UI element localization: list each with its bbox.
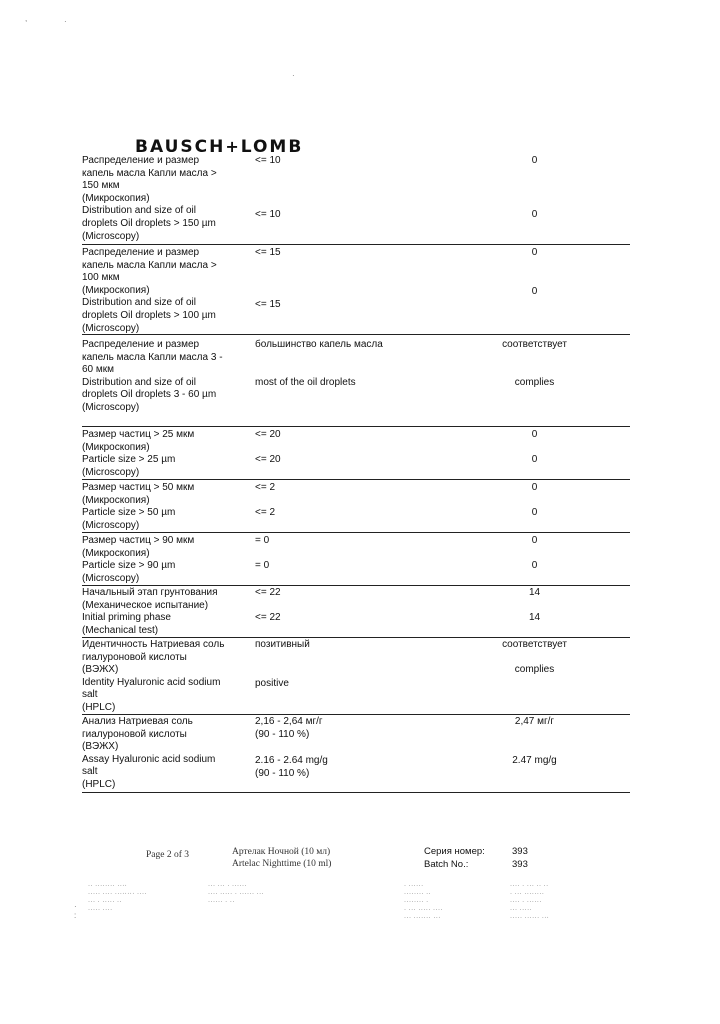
spec-row-oil-3-60 [82, 336, 630, 427]
specification: <= 20 [255, 454, 281, 465]
specification: <= 10 [255, 155, 281, 166]
company-info-texture: ·· ········ ···· ····· ···· ········ ···· ··· · ····· ·· ····· ···· [88, 883, 147, 913]
scan-speck: , [25, 14, 28, 23]
scan-speck: · [292, 71, 295, 80]
result: 0 [531, 286, 538, 297]
scan-speck: · : [74, 902, 77, 920]
test-name: Начальный этап грунтования (Механическое испытание) Initial priming phase (Mechanical test) [82, 587, 218, 636]
scan-speck: · [64, 17, 67, 26]
brand-plus-sign: + [225, 137, 241, 156]
spec-row-particle-25 [82, 428, 630, 480]
result: 0 [531, 535, 538, 546]
result: 0 [531, 507, 538, 518]
test-name: Идентичность Натриевая соль гиалуроновой кислоты (ВЭЖХ) Identity Hyaluronic acid sodium salt (HPLC) [82, 639, 225, 713]
specification: 2.16 - 2.64 mg/g (90 - 110 %) [255, 755, 328, 779]
test-name: Размер частиц > 90 мкм (Микроскопия) Particle size > 90 µm (Microscopy) [82, 535, 195, 584]
spec-row-oil-150 [82, 154, 630, 245]
test-name: Анализ Натриевая соль гиалуроновой кислоты (ВЭЖХ) Assay Hyaluronic acid sodium salt (HPLC) [82, 716, 216, 790]
product-name-en: Artelac Nighttime (10 ml) [232, 859, 332, 869]
result: 14 [528, 587, 541, 598]
result: 0 [531, 429, 538, 440]
registry-info-texture: ···· · ··· ·· ·· · ··· ········ ···· · ······ ··· ····· ····· ······ ··· [510, 883, 550, 921]
result: 14 [528, 612, 541, 623]
serial-label: Серия номер: [424, 846, 485, 857]
specification: большинство капель масла [255, 339, 383, 350]
specification: = 0 [255, 535, 270, 546]
contact-info-texture: ··· ··· · ······ ···· ····· · ······ ··· ······ · ·· [208, 883, 265, 905]
serial-value: 393 [512, 846, 528, 857]
specification: = 0 [255, 560, 270, 571]
batch-value: 393 [512, 859, 528, 870]
test-name: Распределение и размер капель масла Капли масла > 150 мкм (Микроскопия) Distribution and size of oil droplets Oil droplets > 150 µm (Microscopy) [82, 155, 217, 242]
test-name: Размер частиц > 25 мкм (Микроскопия) Particle size > 25 µm (Microscopy) [82, 429, 195, 478]
test-name: Распределение и размер капель масла Капли масла > 100 мкм (Микроскопия) Distribution and size of oil droplets Oil droplets > 100 µm (Microscopy) [82, 247, 217, 334]
spec-row-oil-100 [82, 246, 630, 335]
spec-row-particle-50 [82, 481, 630, 533]
result: соответствует [502, 339, 567, 350]
result: 0 [531, 482, 538, 493]
spec-row-identity [82, 639, 630, 715]
result: соответствует [502, 639, 567, 650]
specification: <= 22 [255, 587, 281, 598]
address-info-texture: · ······ ········ ·· ········ · · ··· ····· ···· ··· ······· ··· [404, 883, 443, 921]
spec-row-assay [82, 716, 630, 793]
result: 0 [531, 209, 538, 220]
spec-row-particle-90 [82, 534, 630, 586]
result: 0 [531, 247, 538, 258]
result: 0 [531, 155, 538, 166]
result: complies [514, 664, 555, 675]
specification: <= 15 [255, 299, 281, 310]
specification: <= 2 [255, 482, 276, 493]
specification: <= 15 [255, 247, 281, 258]
brand-name-part1: BAUSCH [135, 137, 226, 157]
spec-row-priming [82, 587, 630, 638]
specification: positive [255, 678, 289, 689]
specification: 2,16 - 2,64 мг/г (90 - 110 %) [255, 716, 323, 740]
result: 0 [531, 454, 538, 465]
test-name: Размер частиц > 50 мкм (Микроскопия) Particle size > 50 µm (Microscopy) [82, 482, 195, 531]
batch-label: Batch No.: [424, 859, 469, 870]
specification: <= 2 [255, 507, 276, 518]
brand-name-part2: LOMB [240, 137, 304, 157]
result: 2,47 мг/г [514, 716, 555, 727]
result: 0 [531, 560, 538, 571]
result: 2.47 mg/g [512, 755, 557, 766]
product-name-ru: Артелак Ночной (10 мл) [232, 847, 331, 857]
specification: <= 22 [255, 612, 281, 623]
result: complies [514, 377, 555, 388]
specification: <= 10 [255, 209, 281, 220]
specification: позитивный [255, 639, 310, 650]
specification: <= 20 [255, 429, 281, 440]
specification: most of the oil droplets [255, 377, 356, 388]
page-number: Page 2 of 3 [146, 850, 190, 860]
test-name: Распределение и размер капель масла Капли масла 3 - 60 мкм Distribution and size of oil droplets Oil droplets 3 - 60 µm (Microscopy) [82, 339, 223, 413]
